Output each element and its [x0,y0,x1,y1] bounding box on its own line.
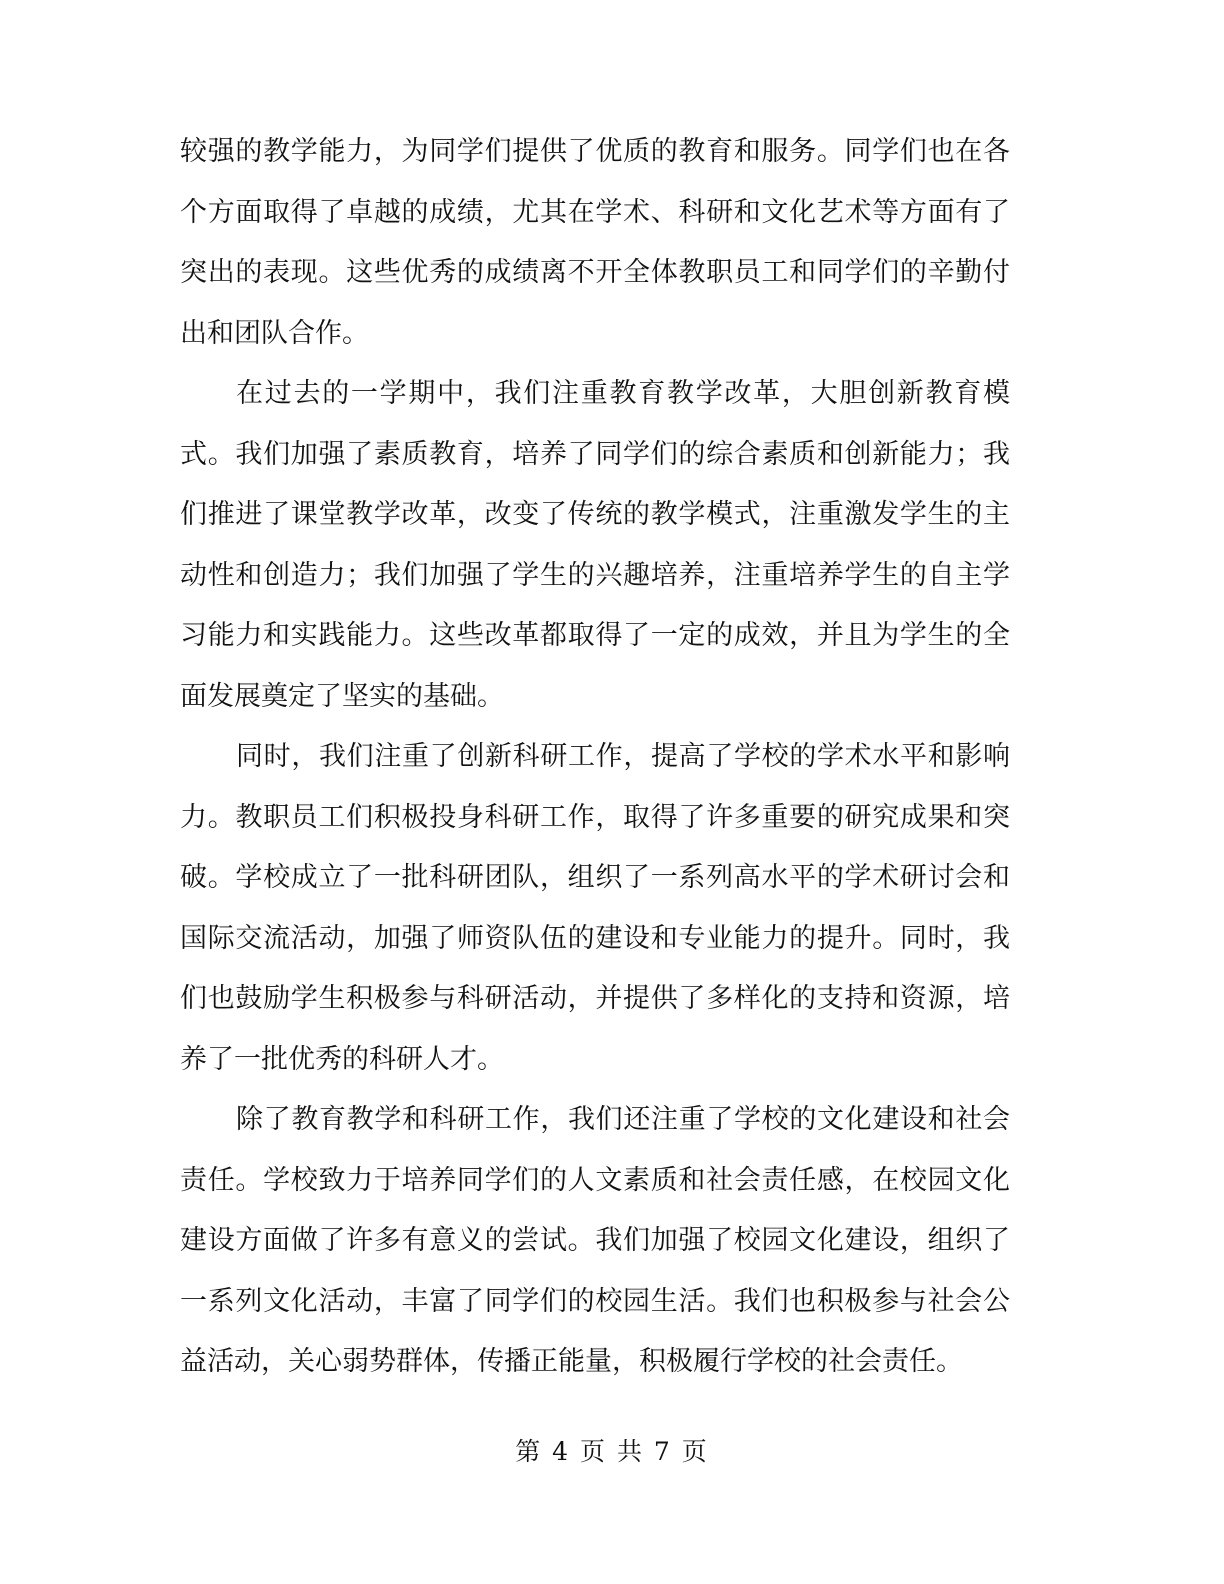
page-number-footer: 第 4 页 共 7 页 [515,1437,709,1466]
paragraph-continued: 较强的教学能力，为同学们提供了优质的教育和服务。同学们也在各个方面取得了卓越的成绩，尤其在学术、科研和文化艺术等方面有了突出的表现。这些优秀的成绩离不开全体教职员工和同学们的辛勤付出和团队合作。 [180,136,1010,349]
paragraph-research: 同时，我们注重了创新科研工作，提高了学校的学术水平和影响力。教职员工们积极投身科研工作，取得了许多重要的研究成果和突破。学校成立了一批科研团队，组织了一系列高水平的学术研讨会和国际交流活动，加强了师资队伍的建设和专业能力的提升。同时，我们也鼓励学生积极参与科研活动，并提供了多样化的支持和资源，培养了一批优秀的科研人才。 [180,741,1010,1075]
paragraph-culture-responsibility: 除了教育教学和科研工作，我们还注重了学校的文化建设和社会责任。学校致力于培养同学们的人文素质和社会责任感，在校园文化建设方面做了许多有意义的尝试。我们加强了校园文化建设，组织了一系列文化活动，丰富了同学们的校园生活。我们也积极参与社会公益活动，关心弱势群体，传播正能量，积极履行学校的社会责任。 [180,1104,1010,1377]
paragraph-education-reform: 在过去的一学期中，我们注重教育教学改革，大胆创新教育模式。我们加强了素质教育，培养了同学们的综合素质和创新能力；我们推进了课堂教学改革，改变了传统的教学模式，注重激发学生的主动性和创造力；我们加强了学生的兴趣培养，注重培养学生的自主学习能力和实践能力。这些改革都取得了一定的成效，并且为学生的全面发展奠定了坚实的基础。 [180,378,1010,712]
document-body [180,122,1010,1393]
